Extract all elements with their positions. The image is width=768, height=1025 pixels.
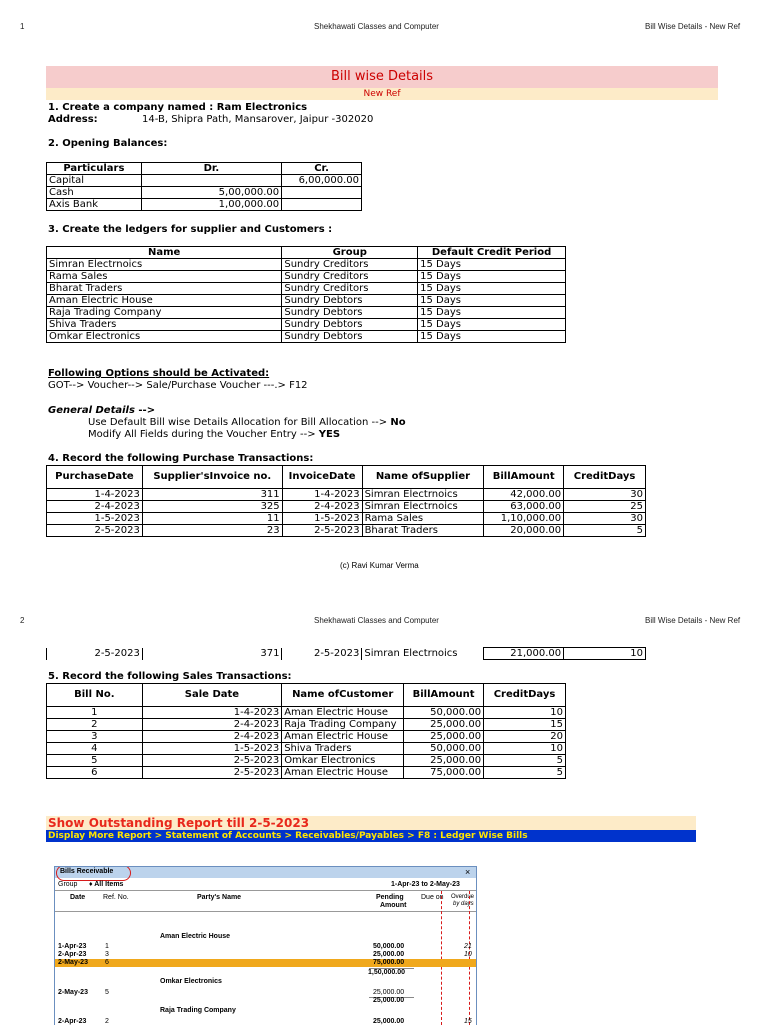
address-label: Address: [48, 114, 98, 125]
cell: 10 [484, 743, 566, 755]
bill-amount: 25,000.00 [373, 951, 405, 958]
cell: 23 [142, 525, 282, 537]
cell: 20,000.00 [484, 525, 564, 537]
opening-balances-table [46, 162, 362, 211]
bills-receivable-screenshot [54, 866, 477, 1025]
cell: 1,00,000.00 [141, 199, 281, 211]
general-details-arrow: --> [134, 405, 156, 416]
cell: 1-4-2023 [142, 707, 282, 719]
col-header: Cr. [282, 163, 362, 175]
cell: Shiva Traders [282, 743, 404, 755]
cell: Capital [47, 175, 142, 187]
cell: 1-4-2023 [282, 489, 362, 501]
cell: Sundry Creditors [282, 283, 418, 295]
table-row [47, 271, 566, 283]
divider [55, 890, 476, 891]
cell: Cash [47, 187, 142, 199]
cell: 2-5-2023 [142, 767, 282, 779]
cell: 15 Days [418, 319, 566, 331]
bill-amount: 25,000.00 [373, 989, 405, 996]
table-row [47, 187, 362, 199]
title-highlight-circle [56, 866, 131, 881]
options-path: GOT--> Voucher--> Sale/Purchase Voucher ---.> F12 [48, 380, 308, 391]
bill-overdue: 10 [464, 951, 472, 958]
table-row [47, 719, 566, 731]
cell: 325 [142, 501, 282, 513]
page-number: 1 [20, 22, 25, 31]
cell: Shiva Traders [47, 319, 282, 331]
cell: Simran Electrnoics [362, 489, 484, 501]
cell: 311 [142, 489, 282, 501]
cell: Simran Electrnoics [362, 648, 484, 660]
page-header-right: Bill Wise Details - New Ref [645, 616, 741, 625]
bill-amount: 25,000.00 [373, 1018, 405, 1025]
table-row [47, 489, 646, 501]
cell: Aman Electric House [282, 767, 404, 779]
bill-overdue: 15 [464, 1018, 472, 1025]
report-title: Show Outstanding Report till 2-5-2023 [48, 816, 310, 830]
cell: 25,000.00 [404, 731, 484, 743]
table-row [47, 767, 566, 779]
step-4-heading: 4. Record the following Purchase Transactions: [48, 453, 314, 464]
cell: Sundry Debtors [282, 307, 418, 319]
options-heading: Following Options should be Activated: [48, 368, 270, 379]
cell: Rama Sales [362, 513, 484, 525]
cell: Sundry Debtors [282, 331, 418, 343]
table-row [47, 259, 566, 271]
cell: Sundry Creditors [282, 259, 418, 271]
cell: 2-5-2023 [282, 525, 362, 537]
step-5-heading: 5. Record the following Sales Transactions: [48, 671, 292, 682]
party-name: Aman Electric House [160, 933, 231, 940]
purchase-table [46, 465, 646, 537]
col-header: Name ofSupplier [362, 466, 484, 489]
cell: Simran Electrnoics [47, 259, 282, 271]
col-ref: Ref. No. [103, 894, 129, 901]
divider [55, 911, 476, 912]
bill-ref: 5 [105, 989, 109, 996]
col-pending: Pending [376, 894, 404, 901]
cell: 5,00,000.00 [141, 187, 281, 199]
table-row [47, 501, 646, 513]
col-overdue: Overdue [451, 894, 475, 900]
cell: 75,000.00 [404, 767, 484, 779]
cell [282, 199, 362, 211]
cell: 1,10,000.00 [484, 513, 564, 525]
col-header: CreditDays [484, 684, 566, 707]
bill-date: 2-Apr-23 [58, 1018, 87, 1025]
cell: 5 [47, 755, 143, 767]
cell: 15 Days [418, 307, 566, 319]
bill-date: 2-Apr-23 [58, 951, 87, 958]
option-text: Modify All Fields during the Voucher Entry --> [88, 429, 319, 440]
col-header: PurchaseDate [47, 466, 143, 489]
page-subtitle: New Ref [363, 89, 401, 99]
col-header: BillAmount [484, 466, 564, 489]
table-row [47, 319, 566, 331]
purchase-table-continued [46, 647, 646, 660]
col-header: InvoiceDate [282, 466, 362, 489]
cell: 371 [142, 648, 282, 660]
cell: 6 [47, 767, 143, 779]
bill-date: 1-Apr-23 [58, 943, 87, 950]
col-header: CreditDays [564, 466, 646, 489]
cell: 15 [484, 719, 566, 731]
table-row [47, 199, 362, 211]
col-by-days: by days [453, 901, 474, 907]
option-value: YES [318, 429, 341, 440]
cell: 2-4-2023 [142, 719, 282, 731]
cell: Aman Electric House [47, 295, 282, 307]
col-header: Group [282, 247, 418, 259]
col-date: Date [70, 894, 86, 901]
cell: 1-5-2023 [47, 513, 143, 525]
cell: 1 [47, 707, 143, 719]
col-header: Dr. [141, 163, 281, 175]
col-header: BillAmount [404, 684, 484, 707]
general-details-label: General Details [48, 405, 135, 416]
ledgers-table [46, 246, 566, 343]
cell: 2-5-2023 [282, 648, 362, 660]
report-title-band [46, 816, 696, 830]
cell: Simran Electrnoics [362, 501, 484, 513]
bill-amount: 75,000.00 [373, 959, 405, 966]
col-party: Party's Name [197, 894, 242, 901]
cell: 15 Days [418, 283, 566, 295]
page-number: 2 [20, 616, 25, 625]
cell: 15 Days [418, 295, 566, 307]
cell: 6,00,000.00 [282, 175, 362, 187]
cell: 42,000.00 [484, 489, 564, 501]
cell: Sundry Debtors [282, 295, 418, 307]
cell: Raja Trading Company [282, 719, 404, 731]
cell: 1-4-2023 [47, 489, 143, 501]
cell: 50,000.00 [404, 707, 484, 719]
group-value: ♦ All Items [89, 881, 124, 888]
step-2-heading: 2. Opening Balances: [48, 138, 168, 149]
report-path: Display More Report > Statement of Accounts > Receivables/Payables > F8 : Ledger Wise Bills [48, 831, 528, 841]
cell: Axis Bank [47, 199, 142, 211]
col-header: Sale Date [142, 684, 282, 707]
cell: Bharat Traders [47, 283, 282, 295]
cell: Aman Electric House [282, 731, 404, 743]
cell: 15 Days [418, 259, 566, 271]
bill-overdue: 21 [464, 943, 472, 950]
cell: Rama Sales [47, 271, 282, 283]
title-band [46, 66, 718, 88]
table-row [47, 743, 566, 755]
table-row [47, 513, 646, 525]
page-title: Bill wise Details [330, 69, 434, 84]
cell: Omkar Electronics [282, 755, 404, 767]
report-period: 1-Apr-23 to 2-May-23 [391, 881, 460, 888]
general-details [48, 405, 155, 416]
table-row [47, 525, 646, 537]
party-total: 1,50,000.00 [368, 969, 405, 976]
party-name: Omkar Electronics [160, 978, 222, 985]
cell: 30 [564, 489, 646, 501]
highlight-row [55, 959, 476, 967]
cell: 15 Days [418, 331, 566, 343]
cell: 1-5-2023 [282, 513, 362, 525]
cell: 10 [484, 707, 566, 719]
address-value: 14-B, Shipra Path, Mansarover, Jaipur -302020 [142, 114, 374, 125]
general-option-1 [88, 417, 406, 428]
col-header: Default Credit Period [418, 247, 566, 259]
cell: 5 [484, 767, 566, 779]
cell: Sundry Creditors [282, 271, 418, 283]
table-row [47, 307, 566, 319]
cell: 11 [142, 513, 282, 525]
general-option-2 [88, 429, 340, 440]
cell: 2-4-2023 [282, 501, 362, 513]
cell: 5 [484, 755, 566, 767]
col-header: Name ofCustomer [282, 684, 404, 707]
cell: 2-4-2023 [47, 501, 143, 513]
subtitle-band [46, 88, 718, 100]
bill-date: 2-May-23 [58, 959, 88, 966]
table-row [47, 755, 566, 767]
page-header-center: Shekhawati Classes and Computer [314, 22, 439, 31]
table-row [47, 295, 566, 307]
cell: 3 [47, 731, 143, 743]
cell: 2-4-2023 [142, 731, 282, 743]
page-header-right: Bill Wise Details - New Ref [645, 22, 741, 31]
window-title: Bills Receivable [60, 868, 114, 875]
cell: Sundry Debtors [282, 319, 418, 331]
overdue-highlight-right [469, 891, 470, 1025]
page-header-center: Shekhawati Classes and Computer [314, 616, 439, 625]
sales-table [46, 683, 566, 779]
cell: 25,000.00 [404, 755, 484, 767]
col-header: Bill No. [47, 684, 143, 707]
bill-ref: 3 [105, 951, 109, 958]
col-header: Name [47, 247, 282, 259]
cell: 1-5-2023 [142, 743, 282, 755]
party-name: Raja Trading Company [160, 1007, 236, 1014]
col-due-on: Due on [421, 894, 444, 901]
cell: 30 [564, 513, 646, 525]
party-total: 25,000.00 [373, 997, 405, 1004]
cell: 10 [564, 648, 646, 660]
cell [141, 175, 281, 187]
bill-ref: 6 [105, 959, 109, 966]
col-header: Particulars [47, 163, 142, 175]
cell: 2-5-2023 [142, 755, 282, 767]
table-row [47, 648, 646, 660]
cell [282, 187, 362, 199]
step-1-heading: 1. Create a company named : Ram Electronics [48, 102, 308, 113]
cell: 2 [47, 719, 143, 731]
cell: 50,000.00 [404, 743, 484, 755]
cell: Raja Trading Company [47, 307, 282, 319]
cell: 2-5-2023 [47, 525, 143, 537]
cell: Aman Electric House [282, 707, 404, 719]
bill-amount: 50,000.00 [373, 943, 405, 950]
table-row [47, 331, 566, 343]
page-footer: (c) Ravi Kumar Verma [340, 561, 419, 570]
option-text: Use Default Bill wise Details Allocation for Bill Allocation --> [88, 417, 391, 428]
option-value: No [390, 417, 406, 428]
cell: 25 [564, 501, 646, 513]
cell: Omkar Electronics [47, 331, 282, 343]
step-3-heading: 3. Create the ledgers for supplier and Customers : [48, 224, 333, 235]
overdue-highlight-left [441, 891, 442, 1025]
col-header: Supplier'sInvoice no. [142, 466, 282, 489]
cell: 4 [47, 743, 143, 755]
cell: Bharat Traders [362, 525, 484, 537]
close-icon[interactable]: × [465, 867, 471, 877]
report-path-band [46, 830, 696, 842]
col-amount: Amount [380, 902, 407, 909]
table-row [47, 175, 362, 187]
cell: 25,000.00 [404, 719, 484, 731]
cell: 63,000.00 [484, 501, 564, 513]
bill-date: 2-May-23 [58, 989, 88, 996]
group-label: Group [58, 881, 78, 888]
bill-ref: 2 [105, 1018, 109, 1025]
cell: 2-5-2023 [47, 648, 143, 660]
cell: 20 [484, 731, 566, 743]
table-row [47, 707, 566, 719]
table-row [47, 731, 566, 743]
cell: 21,000.00 [484, 648, 564, 660]
table-row [47, 283, 566, 295]
bill-ref: 1 [105, 943, 109, 950]
cell: 5 [564, 525, 646, 537]
cell: 15 Days [418, 271, 566, 283]
